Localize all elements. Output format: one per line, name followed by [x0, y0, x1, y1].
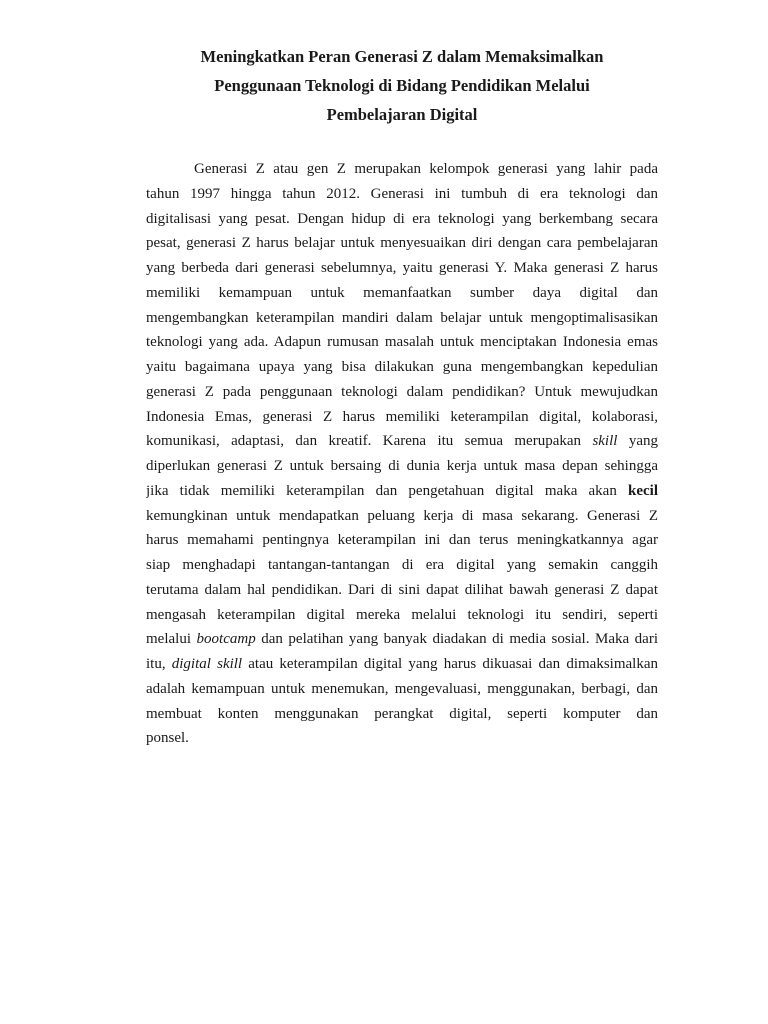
- paragraph-line: siap menghadapi tantangan-tantangan di era digital yang semakin canggih: [146, 557, 658, 573]
- paragraph-line: tahun 1997 hingga tahun 2012. Generasi ini tumbuh di era teknologi dan: [146, 185, 658, 202]
- paragraph-line: digitalisasi yang pesat. Dengan hidup di era teknologi yang berkembang secara: [146, 210, 658, 227]
- paragraph-line: diperlukan generasi Z untuk bersaing di dunia kerja untuk masa depan sehingga: [146, 458, 658, 474]
- paragraph-line: terutama dalam hal pendidikan. Dari di sini dapat dilihat bawah generasi Z dapat: [146, 581, 658, 598]
- paragraph-line: Indonesia Emas, generasi Z harus memiliki keterampilan digital, kolaborasi,: [146, 408, 658, 425]
- emphasis-text: digital skill: [171, 656, 243, 672]
- paragraph-line: kemungkinan untuk mendapatkan peluang kerja di masa sekarang. Generasi Z: [146, 507, 658, 524]
- paragraph-line: pesat, generasi Z harus belajar untuk menyesuaikan diri dengan cara pembelajaran: [146, 235, 658, 252]
- paragraph-line: generasi Z pada penggunaan teknologi dalam pendidikan? Untuk mewujudkan: [146, 383, 658, 400]
- paragraph-line-truncated: ponsel.: [146, 730, 189, 747]
- paragraph-line: yaitu bagaimana upaya yang bisa dilakukan guna mengembangkan kepedulian: [146, 359, 658, 375]
- paragraph-line: membuat konten menggunakan perangkat digital, seperti komputer dan: [146, 705, 658, 722]
- paragraph-line: adalah kemampuan untuk menemukan, mengevaluasi, menggunakan, berbagi, dan: [146, 680, 658, 697]
- paragraph-line: itu, digital skill atau keterampilan digital yang harus dikuasai dan dimaksimalkan: [146, 656, 658, 672]
- paragraph-line: mengembangkan keterampilan mandiri dalam belajar untuk mengoptimalisasikan: [146, 309, 658, 326]
- emphasis-text: bootcamp: [196, 631, 256, 648]
- paragraph-line: Generasi Z atau gen Z merupakan kelompok generasi yang lahir pada: [194, 161, 658, 177]
- paragraph-line: melalui bootcamp dan pelatihan yang banyak diadakan di media sosial. Maka dari: [146, 631, 658, 648]
- paragraph-line: komunikasi, adaptasi, dan kreatif. Karena itu semua merupakan skill yang: [146, 433, 658, 450]
- title-line: Meningkatkan Peran Generasi Z dalam Memaksimalkan: [200, 47, 604, 66]
- emphasis-text: skill: [592, 433, 618, 450]
- paragraph-line: jika tidak memiliki keterampilan dan pengetahuan digital maka akan kecil: [146, 482, 658, 499]
- paragraph-line: mengasah keterampilan digital mereka melalui teknologi itu sendiri, seperti: [146, 606, 658, 623]
- body-paragraph: [146, 157, 658, 749]
- paragraph-line: harus memahami pentingnya keterampilan ini dan terus meningkatkannya agar: [146, 532, 658, 549]
- document-title: [145, 42, 659, 129]
- paragraph-line: memiliki kemampuan untuk memanfaatkan sumber daya digital dan: [146, 284, 658, 301]
- paragraph-line: yang berbeda dari generasi sebelumnya, yaitu generasi Y. Maka generasi Z harus: [146, 260, 658, 276]
- strong-text: kecil: [628, 482, 658, 499]
- title-line: Penggunaan Teknologi di Bidang Pendidikan Melalui: [214, 76, 590, 95]
- title-line: Pembelajaran Digital: [326, 105, 478, 124]
- paragraph-line: teknologi yang ada. Adapun rumusan masalah untuk menciptakan Indonesia emas: [146, 334, 658, 351]
